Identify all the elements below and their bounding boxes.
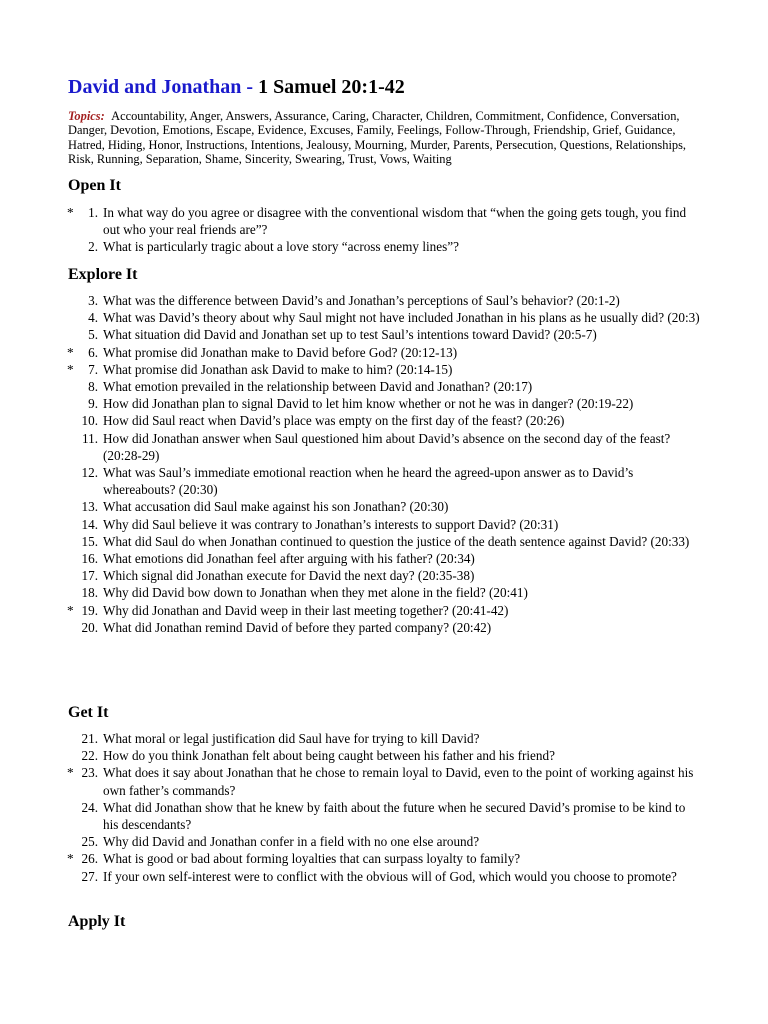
question-text: What is particularly tragic about a love story “across enemy lines”?	[103, 239, 459, 255]
question-text: What emotions did Jonathan feel after arguing with his father? (20:34)	[103, 551, 475, 567]
question-item	[0, 747, 768, 764]
question-number: 8.	[88, 379, 98, 395]
question-list-explore	[0, 292, 768, 636]
question-number: 23.	[81, 765, 98, 781]
question-item	[0, 833, 768, 850]
question-list-open	[0, 204, 768, 256]
title-reference: 1 Samuel 20:1-42	[258, 76, 405, 98]
topics-label: Topics:	[68, 109, 105, 123]
question-text: What promise did Jonathan ask David to make to him? (20:14-15)	[103, 361, 453, 377]
question-text: Why did David and Jonathan confer in a field with no one else around?	[103, 834, 480, 850]
page-title	[68, 76, 405, 99]
question-text: How did Saul react when David’s place was empty on the first day of the feast? (20:26)	[103, 413, 565, 429]
question-text: What was David’s theory about why Saul might not have included Jonathan in his plans as he usually did? (20:3)	[103, 310, 700, 326]
section-heading-open: Open It	[68, 177, 121, 194]
section-heading-apply: Apply It	[68, 913, 126, 930]
question-number: 18.	[81, 585, 98, 601]
question-number: 21.	[81, 731, 98, 746]
question-number: 24.	[81, 799, 98, 815]
question-number: 9.	[88, 396, 98, 412]
question-list-get	[0, 730, 768, 885]
question-text: Why did Saul believe it was contrary to Jonathan’s interests to support David? (20:31)	[103, 516, 559, 532]
question-text: How do you think Jonathan felt about being caught between his father and his friend?	[103, 748, 555, 764]
question-item	[0, 292, 768, 309]
question-item	[0, 430, 768, 464]
key-question-marker: *	[67, 602, 74, 618]
topics-list	[68, 109, 708, 166]
question-item	[0, 602, 768, 619]
question-text: Which signal did Jonathan execute for David the next day? (20:35-38)	[103, 568, 475, 584]
question-number: 6.	[88, 344, 98, 360]
question-item	[0, 464, 768, 498]
question-item	[0, 204, 768, 238]
key-question-marker: *	[67, 344, 74, 360]
question-number: 5.	[88, 327, 98, 343]
question-number: 11.	[82, 430, 98, 446]
question-text: Why did David bow down to Jonathan when they met alone in the field? (20:41)	[103, 585, 528, 601]
question-text: What was the difference between David’s and Jonathan’s perceptions of Saul’s behavior? (20:1-2)	[103, 293, 620, 308]
question-item	[0, 584, 768, 601]
question-text: What promise did Jonathan make to David before God? (20:12-13)	[103, 344, 458, 360]
question-text: What was Saul’s immediate emotional reaction when he heard the agreed-upon answer as to David’s whereabouts? (20:30)	[103, 465, 634, 498]
question-text: If your own self-interest were to conflict with the obvious will of God, which would you choose to promote?	[103, 868, 677, 884]
question-number: 14.	[81, 516, 98, 532]
question-number: 16.	[81, 551, 98, 567]
question-number: 7.	[88, 361, 98, 377]
question-item	[0, 567, 768, 584]
question-item	[0, 378, 768, 395]
question-item	[0, 238, 768, 255]
question-item	[0, 326, 768, 343]
question-text: What accusation did Saul make against his son Jonathan? (20:30)	[103, 499, 449, 515]
question-item	[0, 412, 768, 429]
question-item	[0, 344, 768, 361]
question-text: Why did Jonathan and David weep in their last meeting together? (20:41-42)	[103, 602, 509, 618]
section-heading-get: Get It	[68, 704, 109, 721]
key-question-marker: *	[67, 205, 74, 220]
question-number: 22.	[81, 748, 98, 764]
question-item	[0, 309, 768, 326]
question-text: What did Jonathan show that he knew by faith about the future when he secured David’s promise to be kind to his descendants?	[103, 799, 686, 833]
question-text: What did Saul do when Jonathan continued to question the justice of the death sentence against David? (20:33)	[103, 533, 690, 549]
question-item	[0, 799, 768, 833]
question-number: 13.	[81, 499, 98, 515]
question-item	[0, 850, 768, 867]
question-text: What does it say about Jonathan that he chose to remain loyal to David, even to the point of working against his own father’s commands?	[103, 765, 694, 798]
question-number: 3.	[88, 293, 98, 308]
question-item	[0, 764, 768, 798]
question-text: How did Jonathan answer when Saul questioned him about David’s absence on the second day of the feast? (20:28-29)	[103, 430, 671, 463]
question-number: 1.	[88, 205, 98, 220]
key-question-marker: *	[67, 851, 74, 867]
question-number: 17.	[81, 568, 98, 584]
question-text: What did Jonathan remind David of before they parted company? (20:42)	[103, 619, 492, 635]
title-main: David and Jonathan -	[68, 76, 259, 98]
question-number: 20.	[81, 619, 98, 635]
question-text: What emotion prevailed in the relationship between David and Jonathan? (20:17)	[103, 379, 533, 395]
question-number: 2.	[88, 239, 98, 255]
question-item	[0, 533, 768, 550]
question-number: 26.	[81, 851, 98, 867]
question-item	[0, 730, 768, 747]
question-item	[0, 516, 768, 533]
question-number: 27.	[81, 868, 98, 884]
question-number: 10.	[81, 413, 98, 429]
topics-text: Accountability, Anger, Answers, Assurance, Caring, Character, Children, Commitment, Confidence, Conversation, Danger, Devotion, Emotions, Escape, Evidence, Excuses, Family, Feelings, Follow-Through, Friendship, Grief, Guidance, Hatred, Hiding, Honor, Instructions, Intentions, Jealousy, Mourning, Murder, Parents, Persecution, Questions, Relationships, Risk, Running, Separation, Shame, Sincerity, Swearing, Trust, Vows, Waiting	[68, 109, 686, 166]
question-text: In what way do you agree or disagree with the conventional wisdom that “when the going gets tough, you find out who your real friends are”?	[103, 205, 687, 238]
question-number: 15.	[81, 533, 98, 549]
question-item	[0, 619, 768, 636]
question-text: What situation did David and Jonathan set up to test Saul’s intentions toward David? (20:5-7)	[103, 327, 597, 343]
key-question-marker: *	[67, 765, 74, 781]
question-item	[0, 498, 768, 515]
question-number: 19.	[81, 602, 98, 618]
question-number: 4.	[88, 310, 98, 326]
question-item	[0, 361, 768, 378]
key-question-marker: *	[67, 361, 74, 377]
section-heading-explore: Explore It	[68, 266, 138, 283]
question-item	[0, 395, 768, 412]
question-text: How did Jonathan plan to signal David to let him know whether or not he was in danger? (20:19-22)	[103, 396, 634, 412]
question-number: 25.	[81, 834, 98, 850]
question-number: 12.	[81, 465, 98, 481]
question-text: What is good or bad about forming loyalties that can surpass loyalty to family?	[103, 851, 521, 867]
question-text: What moral or legal justification did Saul have for trying to kill David?	[103, 731, 480, 746]
question-item	[0, 868, 768, 885]
question-item	[0, 550, 768, 567]
